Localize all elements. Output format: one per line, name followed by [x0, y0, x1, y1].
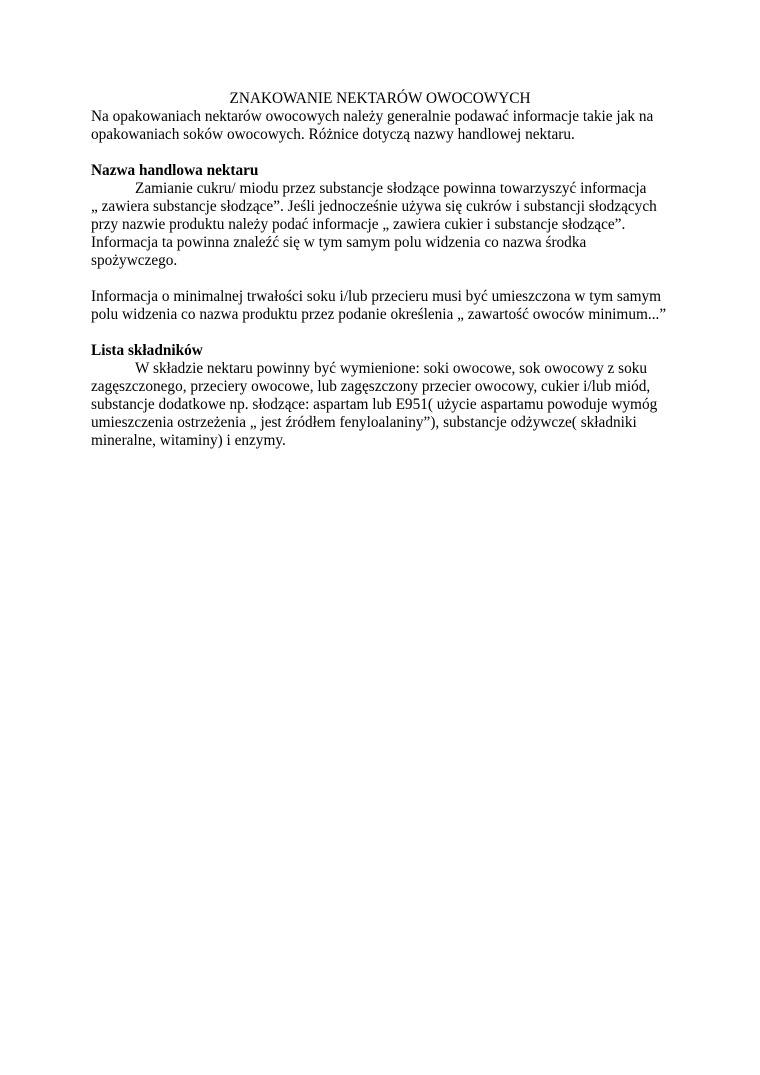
- paragraph-line: Informacja o minimalnej trwałości soku i/lub przecieru musi być umieszczona w tym samym: [91, 288, 662, 305]
- section-text-line: przy nazwie produktu należy podać informacje „ zawiera cukier i substancje słodzące”.: [91, 216, 626, 233]
- document-body: [91, 90, 681, 450]
- section-text-line: umieszczenia ostrzeżenia „ jest źródłem fenyloalaniny”), substancje odżywcze( składniki: [91, 414, 637, 431]
- document-title: ZNAKOWANIE NEKTARÓW OWOCOWYCH: [229, 90, 531, 107]
- section-text-line: Informacja ta powinna znaleźć się w tym samym polu widzenia co nazwa środka: [91, 234, 587, 251]
- intro-line: Na opakowaniach nektarów owocowych należy generalnie podawać informacje takie jak na: [91, 108, 654, 125]
- intro-line: opakowaniach soków owocowych. Różnice dotyczą nazwy handlowej nektaru.: [91, 126, 575, 143]
- paragraph-spacer: [91, 324, 681, 342]
- section-text-line: „ zawiera substancje słodzące”. Jeśli jednocześnie używa się cukrów i substancji słodzących: [91, 198, 657, 215]
- paragraph-line: polu widzenia co nazwa produktu przez podanie określenia „ zawartość owoców minimum...”: [91, 306, 667, 323]
- section-text-line: zagęszczonego, przeciery owocowe, lub zagęszczony przecier owocowy, cukier i/lub miód,: [91, 378, 651, 395]
- section-text-line: Zamianie cukru/ miodu przez substancje słodzące powinna towarzyszyć informacja: [135, 180, 647, 197]
- section-text-line: W składzie nektaru powinny być wymienione: soki owocowe, sok owocowy z soku: [135, 360, 648, 377]
- section-heading-trade-name: Nazwa handlowa nektaru: [91, 162, 259, 179]
- section-text-line: spożywczego.: [91, 252, 178, 269]
- paragraph-spacer: [91, 270, 681, 288]
- paragraph-spacer: [91, 144, 681, 162]
- section-heading-ingredients: Lista składników: [91, 342, 203, 359]
- section-text-line: substancje dodatkowe np. słodzące: aspartam lub E951( użycie aspartamu powoduje wymóg: [91, 396, 658, 413]
- section-text-line: mineralne, witaminy) i enzymy.: [91, 432, 286, 449]
